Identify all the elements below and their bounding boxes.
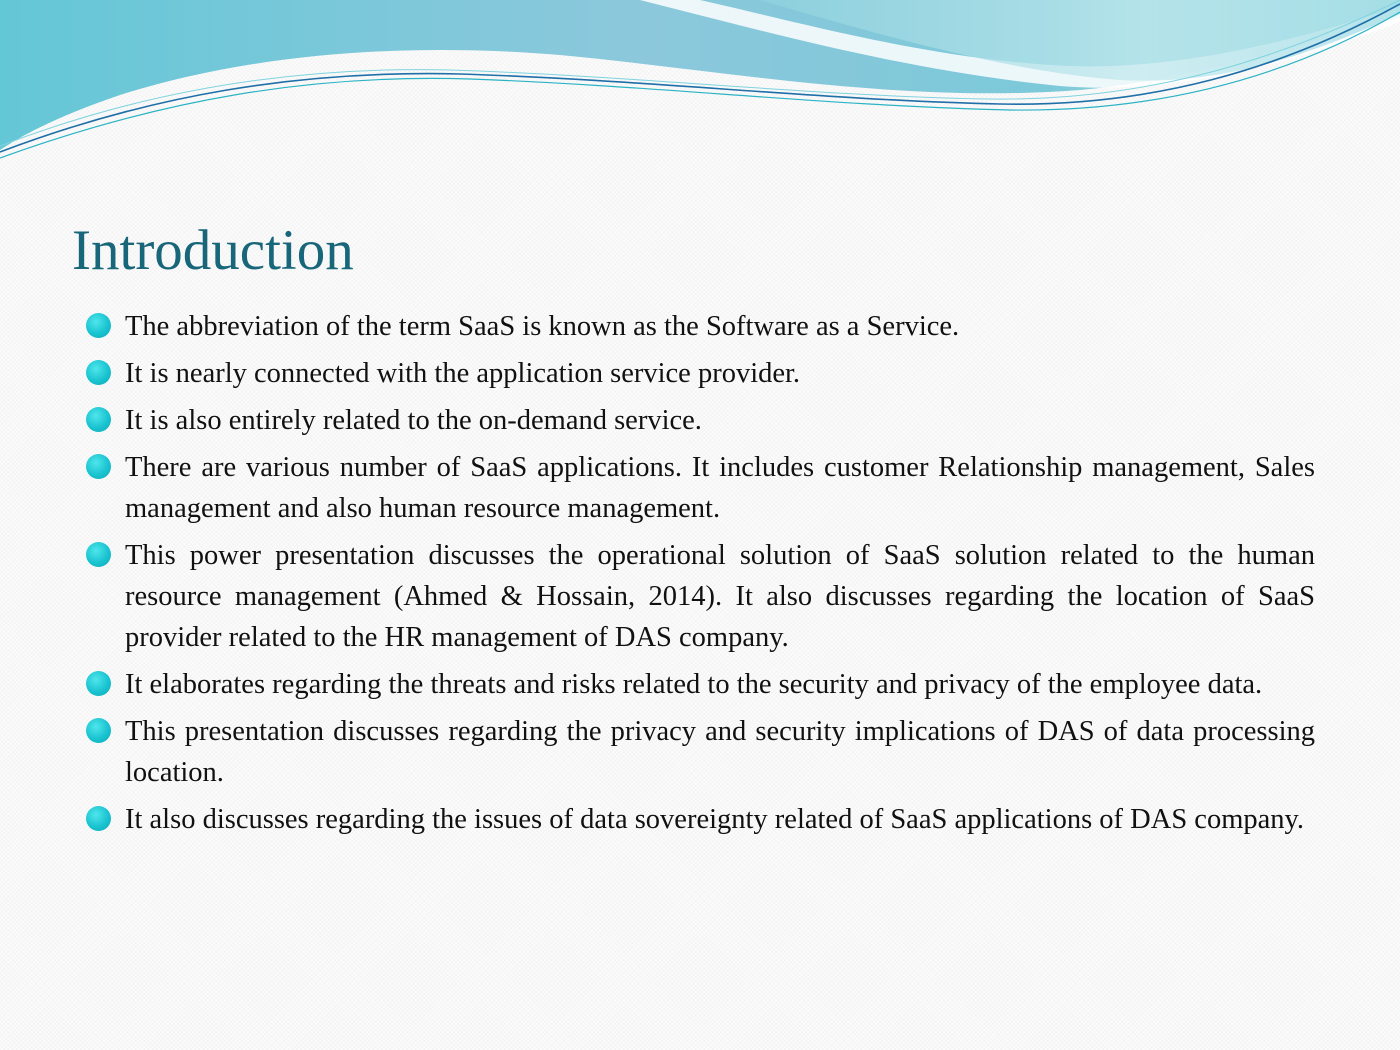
header-wave-decoration [0,0,1400,170]
bullet-list [84,306,1315,846]
bullet-text: It is nearly connected with the application service provider. [125,358,801,389]
bullet-dot-icon [86,454,111,479]
bullet-item [84,306,1315,347]
bullet-dot-icon [86,718,111,743]
bullet-dot-icon [86,671,111,696]
bullet-text: It elaborates regarding the threats and risks related to the security and privacy of the employee data. [125,669,1263,700]
bullet-item [84,799,1315,840]
bullet-dot-icon [86,806,111,831]
bullet-item [84,353,1315,394]
bullet-text: The abbreviation of the term SaaS is known as the Software as a Service. [125,311,960,342]
bullet-text: This presentation discusses regarding the privacy and security implications of DAS of data processing location. [125,716,1315,788]
bullet-dot-icon [86,313,111,338]
bullet-item [84,535,1315,658]
bullet-item [84,664,1315,705]
bullet-dot-icon [86,360,111,385]
bullet-item [84,400,1315,441]
bullet-text: It also discusses regarding the issues of data sovereignty related of SaaS applications of DAS company. [125,804,1305,835]
bullet-text: There are various number of SaaS applications. It includes customer Relationship management, Sales management and also human resource management. [125,452,1315,524]
bullet-text: It is also entirely related to the on-demand service. [125,405,702,436]
bullet-dot-icon [86,542,111,567]
bullet-item [84,711,1315,793]
bullet-dot-icon [86,407,111,432]
slide-title: Introduction [72,219,354,282]
bullet-text: This power presentation discusses the operational solution of SaaS solution related to the human resource management (Ahmed & Hossain, 2014). It also discusses regarding the location of SaaS provider related to the HR management of DAS company. [125,540,1315,653]
bullet-item [84,447,1315,529]
